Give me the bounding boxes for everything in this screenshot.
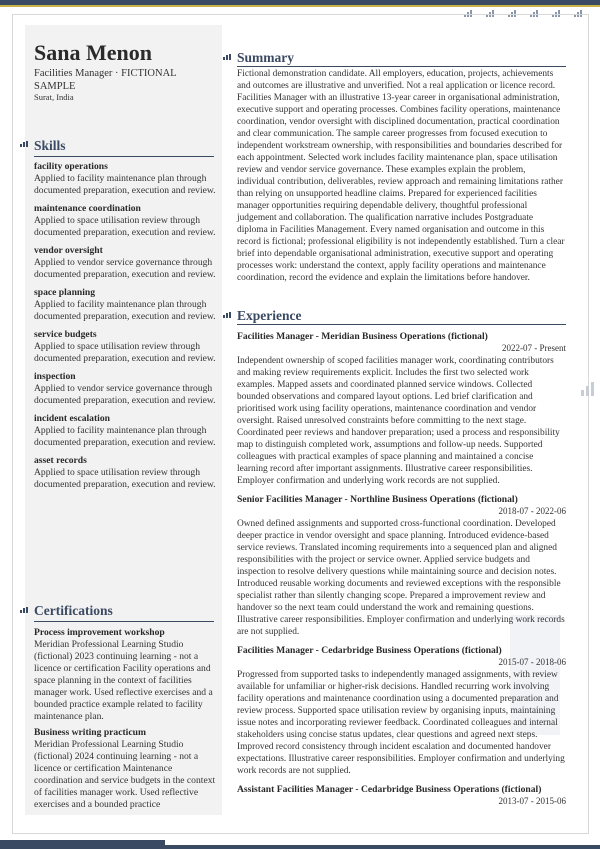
job-dates: 2018-07 - 2022-06 <box>498 506 566 516</box>
experience-heading-rule <box>237 324 566 325</box>
certification-name: Business writing practicum <box>34 727 146 738</box>
list-item <box>34 202 216 239</box>
skill-name: space planning <box>34 287 96 298</box>
candidate-location: Surat, India <box>34 92 74 102</box>
skill-name: inspection <box>34 371 76 382</box>
skill-description: Applied to facility maintenance plan through documented preparation, execution and review. <box>34 425 216 448</box>
candidate-role: Facilities Manager · FICTIONAL SAMPLE <box>34 68 177 92</box>
margin-bar-icon <box>581 382 594 401</box>
bar-chart-icon <box>581 382 594 396</box>
list-item <box>237 644 566 777</box>
skill-description: Applied to space utilisation review through documented preparation, execution and review. <box>34 341 216 364</box>
list-item <box>34 454 216 491</box>
list-item <box>34 328 216 365</box>
job-description: Independent ownership of scoped facilities manager work, coordinating contributors and making review requirements explicit. Includes the first two selected work examples. Mapped assets and coordinated planned service windows. Collected bounded observations and compared layout options. Led brief clarification and prioritised work using facility operations, maintenance coordination and vendor oversight. Raised unresolved constraints before committing to the next stage. Coordinated peer reviews and handover preparation; used a process and responsibility map to distinguish completed work, assumptions and follow-up needs. Supported colleagues with practical examples of space planning and maintained a concise learning record after important assignments. Illustrative career responsibilities. Employer confirmation and underlying work records are not supplied. <box>237 356 560 486</box>
skill-description: Applied to space utilisation review through documented preparation, execution and review. <box>34 467 216 490</box>
certification-name: Process improvement workshop <box>34 627 165 638</box>
skill-name: incident escalation <box>34 413 110 424</box>
job-dates: 2022-07 - Present <box>502 343 566 353</box>
list-item <box>34 244 216 281</box>
job-title: Facilities Manager - Meridian Business Operations (fictional) <box>237 331 488 342</box>
list-item <box>34 726 216 811</box>
job-dates: 2015-07 - 2018-06 <box>498 657 566 667</box>
skill-name: service budgets <box>34 329 97 340</box>
list-item <box>34 286 216 323</box>
job-title: Senior Facilities Manager - Northline Business Operations (fictional) <box>237 494 518 505</box>
top-accent-stripe <box>0 5 600 7</box>
summary-heading-rule <box>237 66 566 67</box>
skill-description: Applied to space utilisation review through documented preparation, execution and review. <box>34 215 216 238</box>
summary-heading: Summary <box>237 50 294 65</box>
certifications-list <box>34 626 216 814</box>
section-bar-icon <box>20 607 28 613</box>
list-item <box>34 412 216 449</box>
experience-heading: Experience <box>237 308 302 323</box>
certifications-heading-rule <box>34 621 214 622</box>
skill-description: Applied to facility maintenance plan through documented preparation, execution and review. <box>34 173 216 196</box>
section-bar-icon <box>223 54 231 60</box>
list-item <box>237 330 566 487</box>
section-bar-icon <box>223 312 231 318</box>
skill-name: maintenance coordination <box>34 203 141 214</box>
list-item <box>34 370 216 407</box>
certifications-heading: Certifications <box>34 603 113 618</box>
certification-description: Meridian Professional Learning Studio (fictional) 2023 continuing learning - not a licence or certification Facility operations and space planning in the context of facilities manager work. Used reflective exercises and a bounded practice example related to facility maintenance plan. <box>34 639 213 722</box>
list-item <box>34 626 216 723</box>
skill-description: Applied to vendor service governance through documented preparation, execution and review. <box>34 257 216 280</box>
job-description: Progressed from supported tasks to independently managed assignments, with review available for unfamiliar or higher-risk decisions. Handled recurring work involving facility operations and maintenance coordination using a documented preparation and review process. Supported space utilisation review by organising inputs, maintaining issue notes and incorporating reviewer feedback. Coordinated colleagues and internal stakeholders using concise status updates, clear questions and agreed next steps. Improved record consistency through incident escalation and documented handover expectations. Illustrative career responsibilities. Employer confirmation and underlying work records are not supplied. <box>237 670 565 776</box>
skill-description: Applied to facility maintenance plan through documented preparation, execution and review. <box>34 299 216 322</box>
skills-heading: Skills <box>34 138 66 153</box>
bottom-accent-bar <box>0 845 600 849</box>
skill-name: asset records <box>34 455 87 466</box>
list-item <box>237 493 566 638</box>
job-title: Assistant Facilities Manager - Cedarbridge Business Operations (fictional) <box>237 784 542 795</box>
skill-name: facility operations <box>34 161 108 172</box>
skill-name: vendor oversight <box>34 245 103 256</box>
skills-list <box>34 160 216 496</box>
skills-heading-rule <box>34 156 214 157</box>
job-dates: 2013-07 - 2015-06 <box>498 796 566 806</box>
skill-description: Applied to vendor service governance through documented preparation, execution and review. <box>34 383 216 406</box>
job-title: Facilities Manager - Cedarbridge Business Operations (fictional) <box>237 645 502 656</box>
job-description: Owned defined assignments and supported cross-functional coordination. Developed deeper practice in vendor oversight and space planning. Introduced evidence-based service reviews. Translated incoming requirements into a sequenced plan and aligned responsibilities with the project or service owner. Applied service budgets and inspection to resolve delivery questions while maintaining source and decision notes. Introduced reusable working documents and reviewed exceptions with the responsible specialist rather than silently changing scope. Prepared a improvement review and handover so the next team could understand the work and remaining questions. Illustrative career responsibilities. Employer confirmation and underlying work records are not supplied. <box>237 519 565 637</box>
certification-description: Meridian Professional Learning Studio (fictional) 2024 continuing learning - not a licence or certification Maintenance coordination and service budgets in the context of facilities manager work. Used reflective exercises and a bounded practice <box>34 739 216 810</box>
list-item <box>34 160 216 197</box>
experience-list <box>237 330 566 813</box>
list-item <box>237 783 566 807</box>
section-bar-icon <box>20 141 28 147</box>
summary-text: Fictional demonstration candidate. All employers, education, projects, achievements and outcomes are illustrative and unverified. Not a real application or licence record. Facilities Manager with an illustrative 13-year career in organisational administration, executive support and operating processes. Combines facility operations, maintenance coordination, vendor oversight with disciplined documentation, practical coordination and clear communication. The sample career progresses from focused execution to independent workstream ownership, with responsibilities and boundaries described for each appointment. Selected work includes facility maintenance plan, space utilisation review and vendor service governance. These examples explain the problem, individual contribution, deliverables, review approach and remaining limitations rather than relying on unsupported headline claims. Prepared for experienced facilities manager opportunities requiring dependable delivery, thoughtful professional judgement and collaboration. The qualification narrative includes Postgraduate diploma in Facilities Management. Every named organisation and outcome in this record is fictional; professional eligibility is not independently established. Turn a clear brief into dependable organisational administration, executive support and operating processes work: understand the context, apply facility operations and maintenance coordination, record the evidence and explain the limitations before handover. <box>237 69 565 283</box>
candidate-name: Sana Menon <box>34 40 152 65</box>
